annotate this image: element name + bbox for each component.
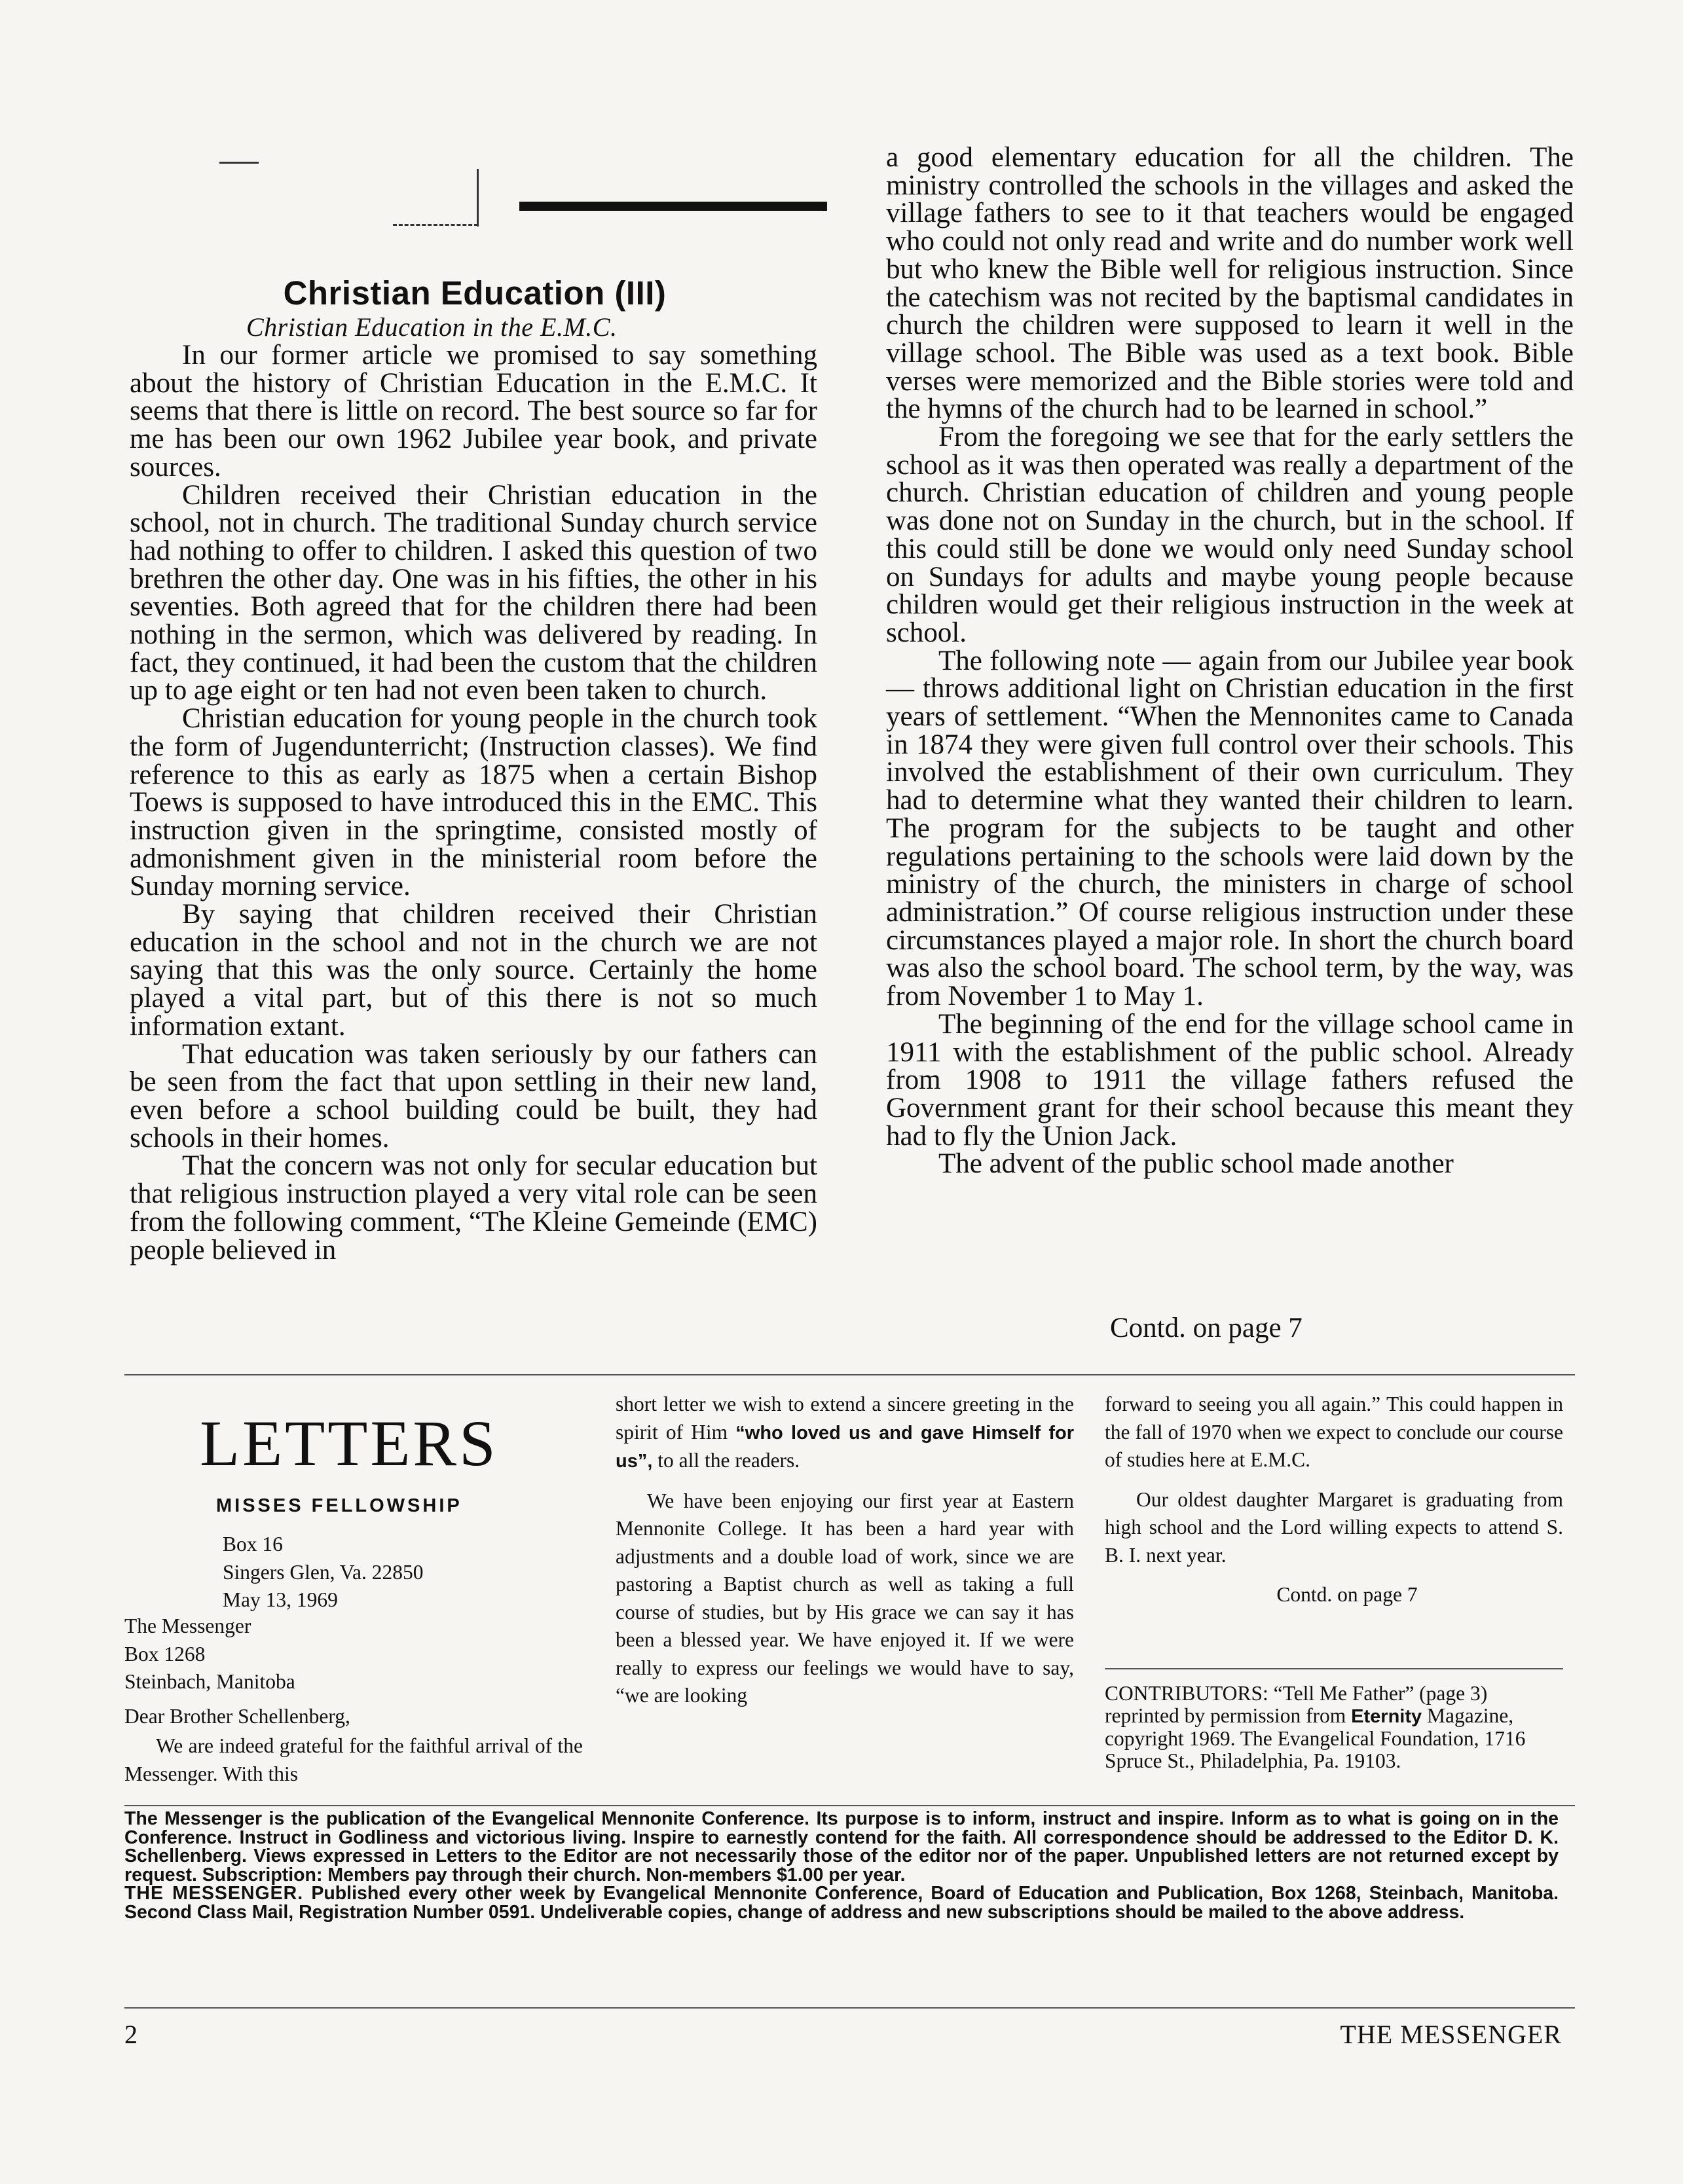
masthead-publication-info	[124, 1884, 1559, 1921]
article-left-paragraph: In our former article we promised to say something about the history of Christian Education in the E.M.C. It seems that there is little on record. The best source so far for me has been our own 1962 Jubilee year book, and private sources.	[130, 340, 817, 482]
article-right-paragraph: The beginning of the end for the village school came in 1911 with the establishment of the public school. Already from 1908 to 1911 the village fathers refused the Government grant for their school because this meant they had to fly the Union Jack.	[886, 1008, 1574, 1152]
article-continued-note: Contd. on page 7	[1110, 1313, 1303, 1343]
header-vertical-mark	[477, 169, 479, 227]
address-line: Box 1268	[124, 1642, 206, 1665]
article-right-column	[886, 144, 1574, 1178]
publication-name: THE MESSENGER	[1340, 2020, 1562, 2049]
masthead-divider	[124, 1805, 1575, 1806]
letters-subheading: MISSES FELLOWSHIP	[216, 1495, 462, 1516]
article-left-paragraph: Children received their Christian education in the school, not in church. The traditional Sunday church service had nothing to offer to children. I asked this question of two brethren the other day. One was in his fifties, the other in his seventies. Both agreed that for the children there had been nothing in the sermon, which was delivered by reading. In fact, they continued, it had been the custom that the children up to age eight or ten had not even been taken to church.	[130, 479, 817, 706]
letter-sender-address	[223, 1531, 550, 1614]
article-right-paragraph: a good elementary education for all the children. The ministry controlled the schools in the villages and asked the village fathers to see to it that teachers would be engaged who could not only read and write and do number work well but who knew the Bible well for religious instruction. Since the catechism was not recited by the baptismal candidates in church the children were supposed to learn it well in the village school. The Bible was used as a text book. Bible verses were memorized and the Bible stories were told and the hymns of the church had to be learned in school.”	[886, 142, 1574, 425]
letters-heading: LETTERS	[200, 1407, 498, 1480]
address-line: Box 16	[223, 1533, 283, 1556]
contributors-text: “Tell Me Father” (page 3) reprinted by permission from	[1105, 1682, 1488, 1727]
letter-text: to all the readers.	[657, 1449, 800, 1472]
article-left-paragraph: By saying that children received their Christian education in the school and not in the church we are not saying that this was the only source. Certainly the home played a vital part, but of this there is not so much information extant.	[130, 899, 817, 1042]
article-right-paragraph: The advent of the public school made another	[938, 1148, 1454, 1180]
article-subtitle: Christian Education in the E.M.C.	[246, 312, 618, 342]
letter-salutation: Dear Brother Schellenberg,	[124, 1704, 350, 1728]
page-number: 2	[124, 2020, 138, 2049]
masthead-label: THE MESSENGER.	[124, 1883, 304, 1904]
letter-quote: “who loved us and gave Himself for us”,	[616, 1422, 1075, 1472]
contributors-text: Magazine, copyright 1969. The Evangelical Foundation, 1716 Spruce St., Philadelphia, Pa. 19103.	[1105, 1704, 1526, 1772]
masthead-bottom-divider	[124, 2007, 1575, 2009]
letter-paragraph: We are indeed grateful for the faithful arrival of the Messenger. With this	[124, 1734, 583, 1785]
letters-continued-note: Contd. on page 7	[1276, 1583, 1418, 1606]
letters-column-3	[1105, 1391, 1563, 1609]
letters-column-1	[124, 1732, 583, 1800]
masthead-purpose: The Messenger is the publication of the Evangelical Mennonite Conference. Its purpose is to inform, instruct and inspire. Inform as to what is going on in the Conference. Instruct in Godliness and victorious living. Inspire to earnestly contend for the faith. All correspondence should be addressed to the Editor D. K. Schellenberg. Views expressed in Letters to the Editor are not necessarily those of the editor nor of the paper. Unpublished letters are not returned except by request. Subscription: Members pay through their church. Non-members $1.00 per year.	[124, 1808, 1559, 1885]
letter-recipient-address	[124, 1612, 570, 1730]
masthead-text: Published every other week by Evangelical Mennonite Conference, Board of Education and Publication, Box 1268, Steinbach, Manitoba. Second Class Mail, Registration Number 0591. Undeliverable copies, change of address and new subscriptions should be mailed to the above address.	[124, 1883, 1559, 1923]
letter-paragraph	[616, 1391, 1074, 1476]
article-left-paragraph: That the concern was not only for secular education but that religious instruction played a very vital role can be seen from the following comment, “The Kleine Gemeinde (EMC) people believed in	[130, 1150, 817, 1265]
article-title: Christian Education (III)	[283, 274, 667, 312]
contributors-label: CONTRIBUTORS:	[1105, 1682, 1268, 1705]
article-left-column	[130, 342, 817, 1264]
section-divider	[124, 1374, 1575, 1375]
address-line: The Messenger	[124, 1614, 251, 1637]
article-left-paragraph: That education was taken seriously by our fathers can be seen from the fact that upon settling in their new land, even before a school building could be built, they had schools in their homes.	[130, 1038, 817, 1154]
contributors-note	[1105, 1683, 1563, 1772]
article-right-paragraph: The following note — again from our Jubilee year book — throws additional light on Christian education in the first years of settlement. “When the Mennonites came to Canada in 1874 they were given full control over their schools. This involved the establishment of their own curriculum. They had to determine what they wanted their children to learn. The program for the subjects to be taught and other regulations pertaining to the schools were laid down by the ministry of the church, the ministers in charge of school administration.” Of course religious instruction under these circumstances played a major role. In short the church board was also the school board. The school term, by the way, was from November 1 to May 1.	[886, 645, 1574, 1012]
article-right-paragraph: From the foregoing we see that for the early settlers the school as it was then operated was really a department of the church. Christian education of children and young people was done not on Sunday in the church, but in the school. If this could still be done we would only need Sunday school on Sundays for adults and maybe young people because children would get their religious instruction in the week at school.	[886, 422, 1574, 648]
letter-paragraph: Our oldest daughter Margaret is graduating from high school and the Lord willing expects to attend S. B. I. next year.	[1105, 1487, 1563, 1567]
article-left-paragraph: Christian education for young people in the church took the form of Jugendunterricht; (Instruction classes). We find reference to this as early as 1875 when a certain Bishop Toews is supposed to have introduced this in the EMC. This instruction given in the springtime, consisted mostly of admonishment given in the ministerial room before the Sunday morning service.	[130, 703, 817, 902]
header-rule	[519, 202, 827, 211]
address-line: May 13, 1969	[223, 1588, 338, 1611]
letters-column-2	[616, 1391, 1074, 1722]
letter-paragraph: forward to seeing you all again.” This could happen in the fall of 1970 when we expect to conclude our course of studies here at E.M.C.	[1105, 1392, 1563, 1471]
header-bottom-mark	[393, 224, 478, 226]
masthead	[124, 1810, 1559, 1921]
header-dash-marks	[219, 162, 259, 164]
address-line: Steinbach, Manitoba	[124, 1670, 295, 1693]
letter-text: short letter we wish to extend a sincere greeting in the spirit of Him	[616, 1392, 1074, 1444]
contributors-magazine: Eternity	[1351, 1706, 1422, 1727]
letter-paragraph: We have been enjoying our first year at Eastern Mennonite College. It has been a hard year with adjustments and a double load of work, since we are pastoring a Baptist church as well as taking a full course of studies, but by His grace we can say it has been a blessed year. We have enjoyed it. If we were really to express our feelings we would have to say, “we are looking	[616, 1489, 1074, 1707]
contributors-divider	[1105, 1668, 1563, 1669]
address-line: Singers Glen, Va. 22850	[223, 1560, 424, 1584]
